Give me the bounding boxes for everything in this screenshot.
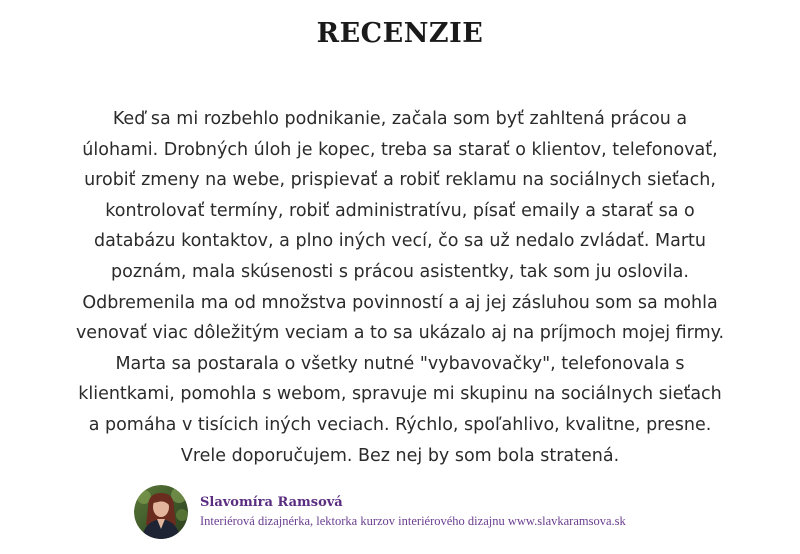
review-line: klientkami, pomohla s webom, spravuje mi skupinu na sociálnych sieťach: [78, 384, 722, 405]
review-line: venovať viac dôležitým veciam a to sa ukázalo aj na príjmoch mojej firmy.: [75, 323, 725, 344]
review-line: Keď sa mi rozbehlo podnikanie, začala som byť zahltená prácou a: [112, 109, 688, 129]
review-line: poznám, mala skúsenosti s prácou asistentky, tak som ju oslovila.: [111, 261, 689, 282]
review-line: Marta sa postarala o všetky nutné "vybavovačky", telefonovala s: [115, 353, 685, 374]
author-info: [200, 494, 626, 530]
page-title: RECENZIE: [316, 18, 484, 49]
review-line: Vrele doporučujem. Bez nej by som bola stratená.: [180, 445, 620, 466]
author-block: [134, 484, 626, 540]
review-line: a pomáha v tisícich iných veciach. Rýchlo, spoľahlivo, kvalitne, presne.: [88, 414, 712, 435]
review-text: [60, 104, 740, 471]
author-name: Slavomíra Ramsová: [200, 495, 343, 510]
review-line: kontrolovať termíny, robiť administratívu, písať emaily a starať sa o: [105, 200, 695, 221]
author-role: Interiérová dizajnérka, lektorka kurzov interiérového dizajnu www.slavkaramsova.sk: [200, 514, 626, 528]
review-line: Odbremenila ma od množstva povinností a aj jej zásluhou som sa mohla: [82, 292, 718, 313]
avatar-portrait-icon: [134, 485, 188, 539]
review-line: databázu kontaktov, a plno iných vecí, čo sa už nedalo zvládať. Martu: [94, 231, 706, 252]
avatar: [134, 485, 188, 539]
review-line: úlohami. Drobných úloh je kopec, treba sa starať o klientov, telefonovať,: [82, 139, 718, 160]
review-line: urobiť zmeny na webe, prispievať a robiť reklamu na sociálnych sieťach,: [84, 170, 716, 191]
